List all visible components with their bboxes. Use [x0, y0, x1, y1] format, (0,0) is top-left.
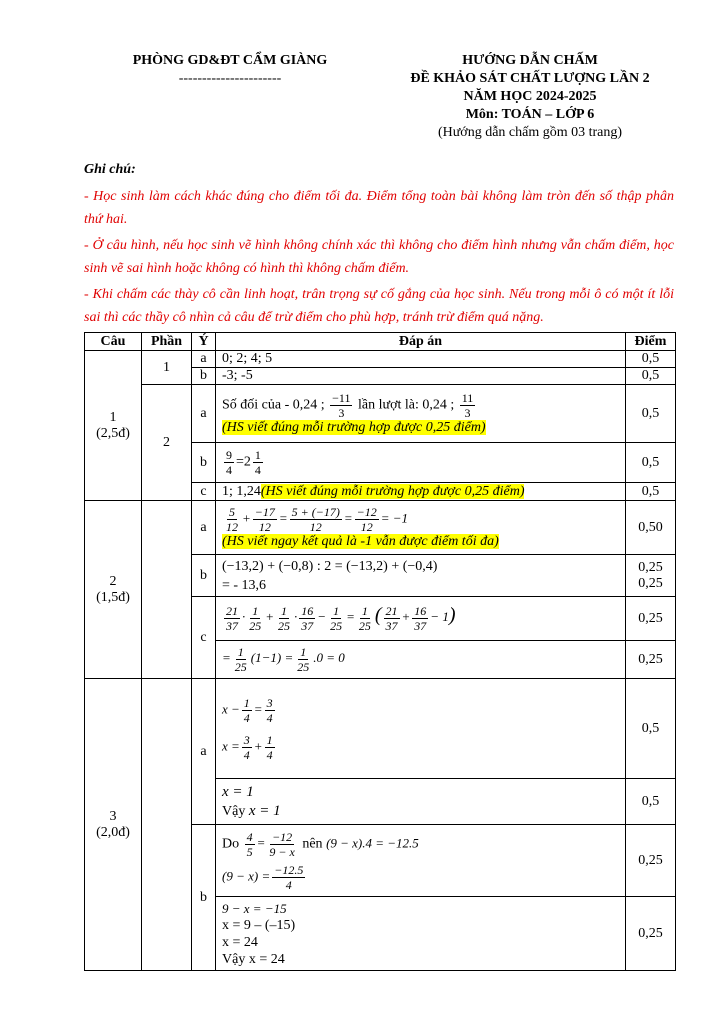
q3-points: (2,0đ) [96, 824, 130, 840]
score: 0,25 [626, 641, 676, 679]
equals: =2 [236, 454, 251, 470]
q2-number: 2 [109, 573, 117, 589]
answer-text: 9 − x = −15 x = 9 – (–15) x = 24 Vậy x = 24 [216, 897, 626, 971]
notes-title: Ghi chú: [84, 162, 136, 177]
doc-title: HƯỚNG DẪN CHẤM [462, 53, 598, 68]
score: 0,25 [626, 597, 676, 641]
score: 0,25 [626, 825, 676, 897]
y-label: a [192, 351, 216, 368]
fraction: $\frac{1}{4}$ [254, 448, 261, 477]
y-label: b [192, 368, 216, 385]
table-row [85, 679, 676, 779]
q1-number: 1 [109, 409, 117, 425]
col-y: Ý [192, 333, 216, 351]
answer-text: 0; 2; 4; 5 [216, 351, 626, 368]
y-label: a [192, 501, 216, 555]
y-label: b [192, 555, 216, 597]
score: 0,5 [626, 351, 676, 368]
y-label: a [192, 679, 216, 825]
header-rule: ---------------------- [178, 71, 282, 86]
answer-text: (−13,2) + (−0,8) : 2 = (−13,2) + (−0,4) = - 13,6 [216, 555, 626, 597]
fraction: $\frac{11}{3}$ [461, 391, 474, 420]
subject: Môn: TOÁN – LỚP 6 [465, 107, 595, 122]
score: 0,5 [626, 483, 676, 501]
grading-note: (HS viết ngay kết quả là -1 vẫn được điểm tối đa) [222, 534, 499, 549]
answer-text: Do $\frac{4}{5}$ = $\frac{-12}{9 - x}$ nên (9 − x).4 = −12.5 (9 − x) = $\frac{-12.5}{4}$ [216, 825, 626, 897]
score: 0,5 [626, 443, 676, 483]
y-label: c [192, 483, 216, 501]
table-row [85, 351, 676, 368]
col-cau: Câu [85, 333, 142, 351]
score: 0,25 0,25 [626, 555, 676, 597]
y-label: c [192, 597, 216, 679]
table-row [85, 501, 676, 555]
q2-part-empty [142, 501, 192, 679]
q1-points: (2,5đ) [96, 425, 130, 441]
q3-number: 3 [109, 808, 117, 824]
q2-points: (1,5đ) [96, 589, 130, 605]
answer-text: 1; 1,24(HS viết đúng mỗi trường hợp được 0,25 điểm) [216, 483, 626, 501]
q1-part2: 2 [142, 385, 192, 501]
q3-cell [85, 679, 142, 971]
q3-part-empty [142, 679, 192, 971]
col-phan: Phần [142, 333, 192, 351]
answer-fragment: Số đối của - 0,24 ; [222, 397, 325, 413]
note-1: - Học sinh làm cách khác đúng cho điểm tối đa. Điểm tổng toàn bài không làm tròn đến số thập phân thứ hai. [84, 189, 674, 227]
score: 0,5 [626, 368, 676, 385]
answer-text [216, 385, 626, 443]
answer-text [216, 443, 626, 483]
score: 0,5 [626, 679, 676, 779]
doc-subtitle: ĐỀ KHẢO SÁT CHẤT LƯỢNG LẦN 2 [410, 71, 650, 86]
col-dapan: Đáp án [216, 333, 626, 351]
answer-text: x = 1 Vậy x = 1 [216, 779, 626, 825]
grading-note: (HS viết đúng mỗi trường hợp được 0,25 điểm) [260, 483, 525, 499]
table-header-row [85, 333, 676, 351]
note-2: - Ở câu hình, nếu học sinh vẽ hình không chính xác thì không cho điểm hình nhưng vẫn chấm điểm, học sinh vẽ sai hình hoặc không có hình thì không chấm điểm. [84, 238, 674, 276]
score: 0,50 [626, 501, 676, 555]
y-label: a [192, 385, 216, 443]
school-year: NĂM HỌC 2024-2025 [463, 89, 597, 104]
score: 0,25 [626, 897, 676, 971]
q1-part1: 1 [142, 351, 192, 385]
department-name: PHÒNG GD&ĐT CẨM GIÀNG [132, 53, 328, 68]
answer-text: x − $\frac{1}{4}$ = $\frac{3}{4}$ x = $\frac{3}{4}$ + $\frac{1}{4}$ [216, 679, 626, 779]
y-label: b [192, 825, 216, 971]
y-label: b [192, 443, 216, 483]
page-count: (Hướng dẫn chấm gồm 03 trang) [437, 125, 623, 140]
answer-text: = $\frac{1}{25}$ (1−1) = $\frac{1}{25}$ .0 = 0 [216, 641, 626, 679]
grading-note: (HS viết đúng mỗi trường hợp được 0,25 điểm) [222, 420, 486, 435]
score: 0,5 [626, 385, 676, 443]
notes-section [84, 158, 674, 330]
fraction: $\frac{9}{4}$ [226, 448, 232, 477]
score: 0,5 [626, 779, 676, 825]
answer-text: $\frac{5}{12}$ + $\frac{-17}{12}$ = $\frac{5 + (-17)}{12}$ = $\frac{-12}{12}$ = −1 (HS viết ngay kết quả là -1 vẫn được điểm tối đa) [216, 501, 626, 555]
col-diem: Điểm [626, 333, 676, 351]
fraction: $\frac{-11}{3}$ [332, 391, 351, 420]
answer-table [84, 332, 676, 971]
answer-fragment: lần lượt là: 0,24 ; [357, 397, 455, 413]
answer-text: $\frac{21}{37}$ · $\frac{1}{25}$ + $\frac{1}{25}$ · $\frac{16}{37}$ − $\frac{1}{25}$ = $\frac{1}{25}$ ( $\frac{21}{37}$ + $\frac{16}{37}$ − 1) [216, 597, 626, 641]
table-row [85, 385, 676, 443]
document-header [380, 52, 680, 142]
q1-cell [85, 351, 142, 501]
note-3: - Khi chấm các thày cô cần linh hoạt, trân trọng sự cố gắng của học sinh. Nếu trong mỗi ô có một ít lỗi sai thì các thầy cô nhìn cả câu để trừ điểm cho phù hợp, tránh trừ điểm quá nặng. [84, 287, 674, 325]
department-header [100, 52, 360, 88]
q2-cell [85, 501, 142, 679]
answer-text: -3; -5 [216, 368, 626, 385]
